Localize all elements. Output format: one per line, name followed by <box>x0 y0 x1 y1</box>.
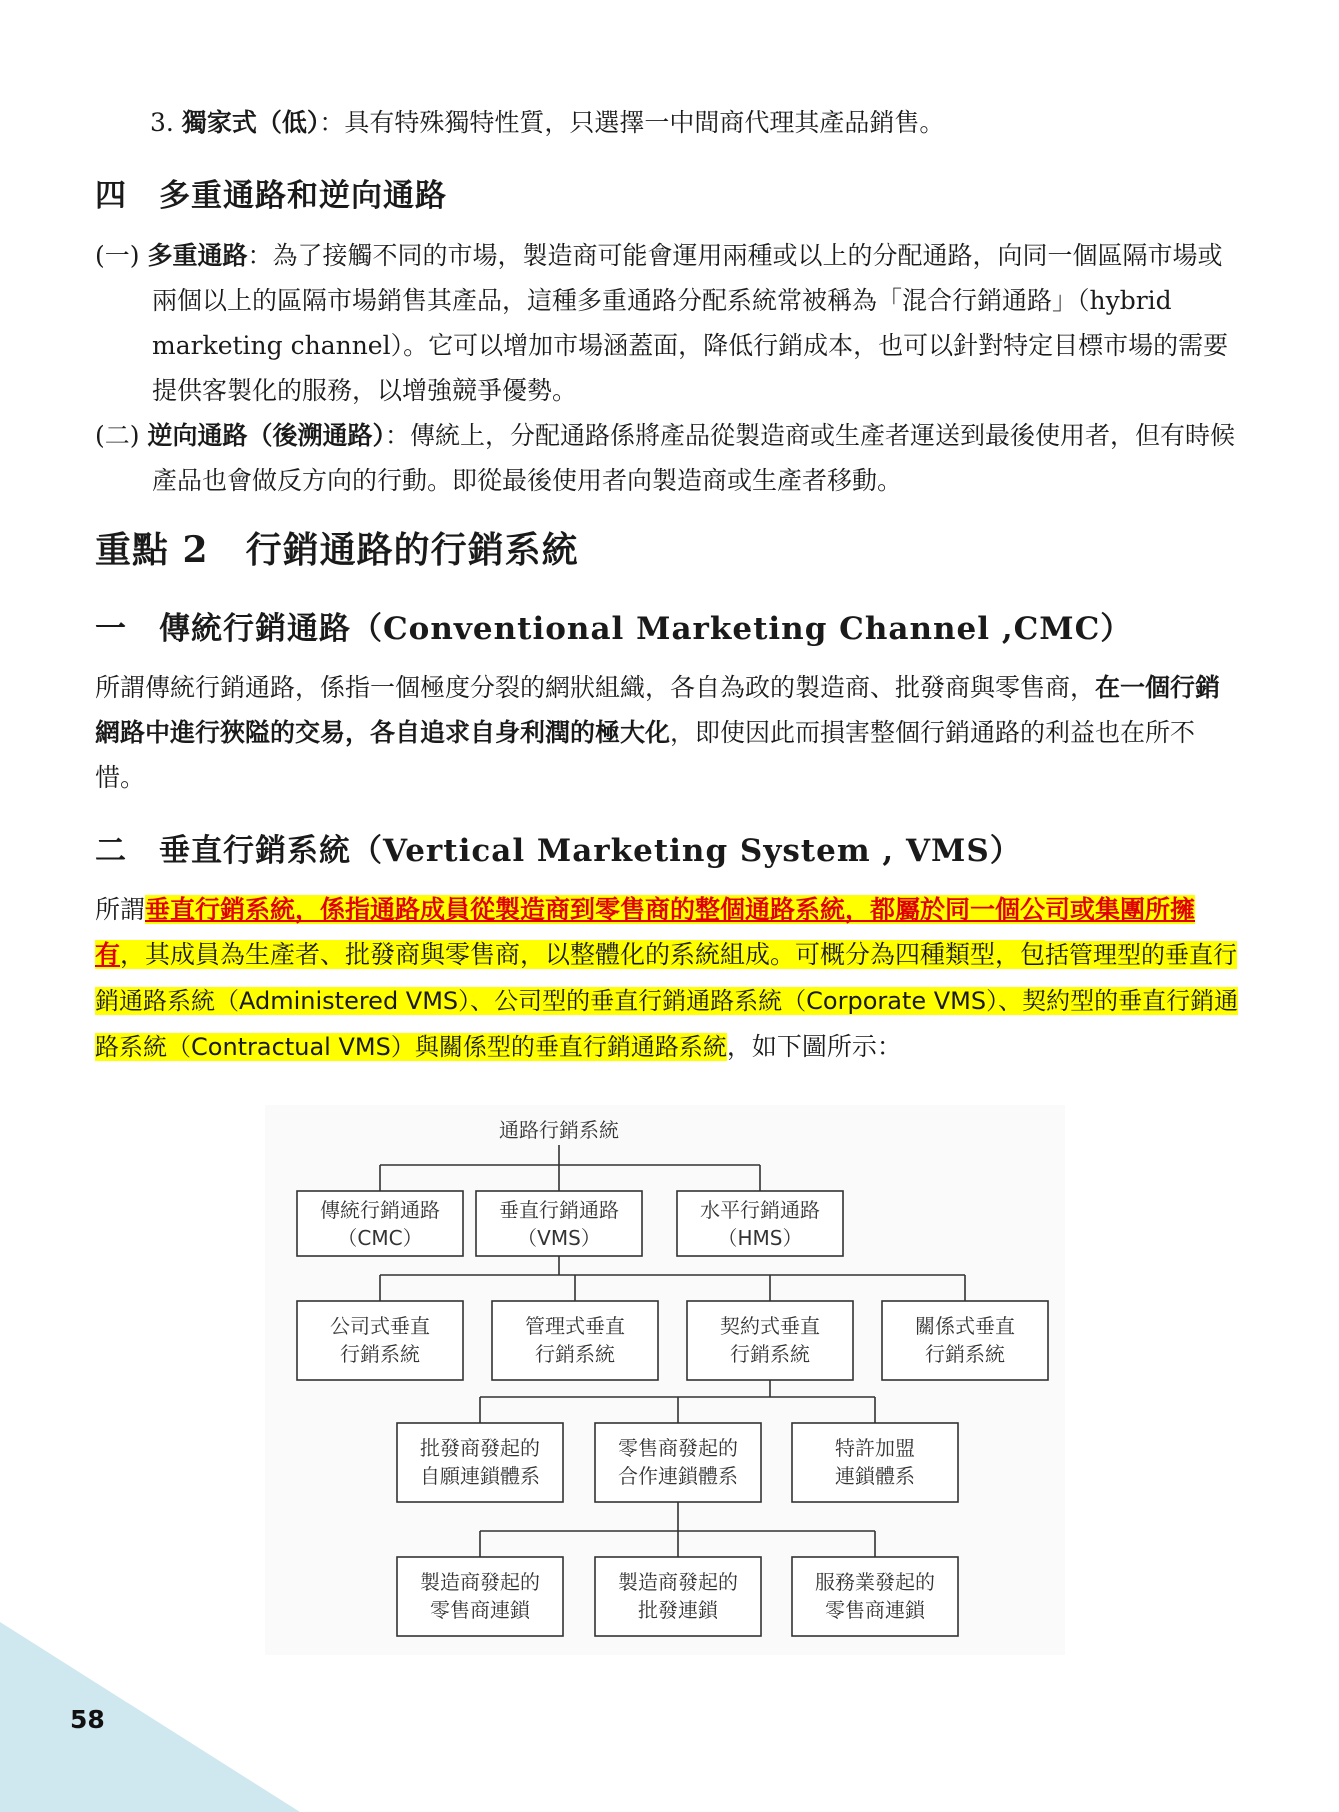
svg-text:製造商發起的: 製造商發起的 <box>420 1570 540 1594</box>
section-heading-cmc: 一 傳統行銷通路（Conventional Marketing Channel ,CMC） <box>95 611 1133 647</box>
svg-text:行銷系統: 行銷系統 <box>925 1342 1005 1366</box>
vms-definition-highlight: 垂直行銷系統，係指通路成員從製造商到零售商的整個通路系統，都屬於同一個公司或集團所擁有 <box>95 895 1196 969</box>
svg-text:關係式垂直: 關係式垂直 <box>915 1314 1015 1338</box>
node-service-retail-chain <box>792 1557 958 1636</box>
cmc-text-a: 所謂傳統行銷通路，係指一個極度分裂的網狀組織，各自為政的製造商、批發商與零售商， <box>95 673 1096 702</box>
vms-text-b: ，其成員為生產者、批發商與零售商，以整體化的系統組成。可概分為四種類型，包 <box>120 940 1046 969</box>
svg-text:（HMS）: （HMS） <box>717 1226 803 1250</box>
node-corporate-vms <box>297 1301 463 1380</box>
section-heading-vms: 二 垂直行銷系統（Vertical Marketing System , VMS） <box>95 833 1022 869</box>
channel-system-diagram <box>265 1105 1065 1655</box>
paragraph-reverse-channel <box>95 413 1245 503</box>
svg-text:批發商發起的: 批發商發起的 <box>420 1436 540 1460</box>
svg-text:契約式垂直: 契約式垂直 <box>720 1314 820 1338</box>
svg-text:水平行銷通路: 水平行銷通路 <box>700 1198 820 1222</box>
paragraph-multichannel <box>95 233 1245 413</box>
svg-text:服務業發起的: 服務業發起的 <box>815 1570 935 1594</box>
text-multichannel: ：為了接觸不同的市場，製造商可能會運用兩種或以上的分配通路，向同一個區隔市場或兩個以上的區隔市場銷售其產品，這種多重通路分配系統常被稱為「混合行銷通路」（hybrid marketing channel）。它可以增加市場涵蓋面，降低行銷成本，也可以針對特定目標市場的需要提供客製化的服務，以增強競爭優勢。 <box>152 241 1229 405</box>
svg-text:管理式垂直: 管理式垂直 <box>525 1314 625 1338</box>
node-manufacturer-wholesale-chain <box>595 1557 761 1636</box>
svg-text:零售商連鎖: 零售商連鎖 <box>825 1598 925 1622</box>
svg-text:特許加盟: 特許加盟 <box>835 1436 915 1460</box>
svg-text:零售商發起的: 零售商發起的 <box>618 1436 738 1460</box>
corner-decoration <box>0 1552 300 1812</box>
node-manufacturer-retail-chain <box>397 1557 563 1636</box>
svg-text:垂直行銷通路: 垂直行銷通路 <box>499 1198 619 1222</box>
diagram-root-label: 通路行銷系統 <box>499 1118 619 1142</box>
text-reverse-channel: ：傳統上，分配通路係將產品從製造商或生產者運送到最後使用者，但有時候產品也會做反方向的行動。即從最後使用者向製造商或生產者移動。 <box>152 421 1235 495</box>
vms-text-a: 所謂 <box>95 895 146 924</box>
svg-text:行銷系統: 行銷系統 <box>535 1342 615 1366</box>
cmc-text-c: ，即使因此而損害整個行銷通路的利益也在所不惜。 <box>95 718 1196 792</box>
node-contractual-vms <box>687 1301 853 1380</box>
node-retailer-cooperative-chain <box>595 1423 761 1502</box>
cmc-text-bold: 在一個行銷網路中進行狹隘的交易，各自追求自身利潤的極大化 <box>95 673 1221 747</box>
svg-text:傳統行銷通路: 傳統行銷通路 <box>320 1198 440 1222</box>
item-number: 3. <box>150 108 174 137</box>
svg-text:（VMS）: （VMS） <box>517 1226 601 1250</box>
item-term: 獨家式（低） <box>181 108 320 137</box>
item-exclusive <box>95 100 1245 145</box>
svg-text:合作連鎖體系: 合作連鎖體系 <box>618 1464 738 1488</box>
page-number: 58 <box>70 1705 105 1734</box>
svg-text:製造商發起的: 製造商發起的 <box>618 1570 738 1594</box>
svg-text:自願連鎖體系: 自願連鎖體系 <box>420 1464 540 1488</box>
svg-text:行銷系統: 行銷系統 <box>730 1342 810 1366</box>
node-cmc <box>297 1191 463 1256</box>
section-heading-multi-channel: 四 多重通路和逆向通路 <box>95 178 447 214</box>
node-franchise-chain <box>792 1423 958 1502</box>
vms-text-d: ，如下圖所示： <box>726 1032 902 1061</box>
list-number: (二) <box>95 421 140 450</box>
list-number: (一) <box>95 241 140 270</box>
svg-text:批發連鎖: 批發連鎖 <box>638 1598 718 1622</box>
node-hms <box>677 1191 843 1256</box>
node-administered-vms <box>492 1301 658 1380</box>
node-vms <box>476 1191 642 1256</box>
svg-text:連鎖體系: 連鎖體系 <box>835 1464 915 1488</box>
svg-text:公司式垂直: 公司式垂直 <box>330 1314 430 1338</box>
term-reverse-channel: 逆向通路（後溯通路） <box>147 421 385 450</box>
vms-types-highlight: 括管理型的垂直行銷通路系統（Administered VMS）、公司型的垂直行銷通路系統（Corporate VMS）、契約型的垂直行銷通路系統（Contractual VMS）與關係型的垂直行銷通路系統 <box>95 941 1239 1061</box>
svg-text:零售商連鎖: 零售商連鎖 <box>430 1598 530 1622</box>
term-multichannel: 多重通路 <box>147 241 248 270</box>
node-relational-vms <box>882 1301 1048 1380</box>
svg-text:行銷系統: 行銷系統 <box>340 1342 420 1366</box>
focus-heading: 重點 2 行銷通路的行銷系統 <box>95 529 579 571</box>
paragraph-cmc <box>95 665 1245 800</box>
node-wholesaler-voluntary-chain <box>397 1423 563 1502</box>
svg-text:（CMC）: （CMC） <box>337 1226 423 1250</box>
item-text: ：具有特殊獨特性質，只選擇一中間商代理其產品銷售。 <box>319 108 945 137</box>
paragraph-vms <box>95 887 1245 1070</box>
